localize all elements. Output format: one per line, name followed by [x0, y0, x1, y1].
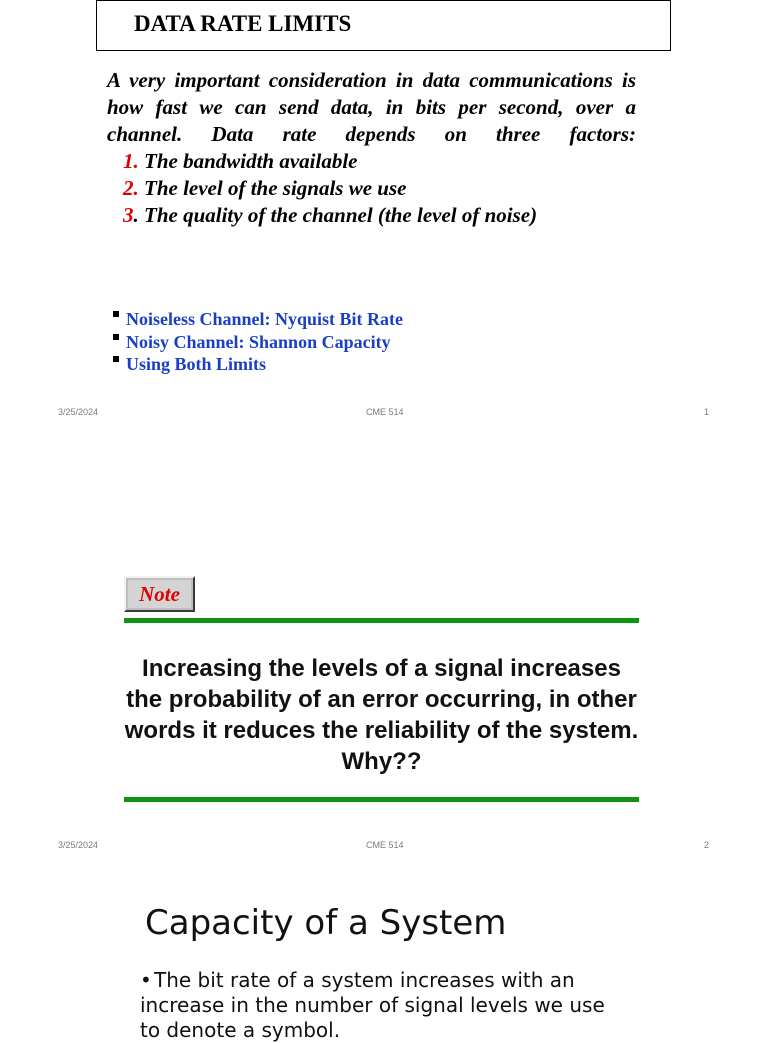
factor-number: 1.: [123, 149, 139, 173]
square-bullet-icon: [113, 311, 119, 317]
footer-course: CME 514: [366, 407, 404, 417]
topic-list-item: [113, 308, 403, 330]
slide3-bullet-text: The bit rate of a system increases with an increase in the number of signal levels we use to denote a symbol.: [140, 968, 605, 1042]
top-divider: [124, 618, 639, 623]
note-badge: [124, 576, 195, 612]
slide1-intro: A very important consideration in data communications is how fast we can send data, in bits per second, over a channel. Data rate depends on three factors:: [107, 68, 636, 146]
bottom-divider: [124, 797, 639, 802]
factor-text: . The quality of the channel (the level of noise): [133, 203, 538, 227]
square-bullet-icon: [113, 334, 119, 340]
factor-number: 3: [123, 203, 134, 227]
footer-page-number: 1: [704, 407, 710, 417]
topic-list-item: [113, 331, 391, 353]
factor-text: The bandwidth available: [138, 149, 358, 173]
slide1-title-box: [96, 0, 671, 51]
footer-date: 3/25/2024: [58, 840, 99, 850]
factor-item: [123, 175, 406, 202]
square-bullet-icon: [113, 356, 119, 362]
note-label: Note: [128, 580, 191, 608]
footer-date: 3/25/2024: [58, 407, 99, 417]
topic-label: Using Both Limits: [126, 354, 267, 374]
factor-item: [123, 202, 537, 229]
topic-label: Noisy Channel: Shannon Capacity: [126, 332, 391, 352]
footer-course: CME 514: [366, 840, 404, 850]
topic-label: Noiseless Channel: Nyquist Bit Rate: [126, 309, 404, 329]
factor-text: The level of the signals we use: [138, 176, 407, 200]
slide1-title: DATA RATE LIMITS: [134, 11, 352, 36]
factor-number: 2.: [123, 176, 139, 200]
topic-list-item: [113, 353, 266, 375]
factor-item: [123, 148, 358, 175]
note-text: Increasing the levels of a signal increases the probability of an error occurring, in other words it reduces the reliability of the system. Why??: [124, 655, 639, 775]
slide3-bullet: [140, 968, 630, 1043]
footer-page-number: 2: [704, 840, 710, 850]
slide3-title: Capacity of a System: [145, 903, 507, 943]
round-bullet-icon: •: [140, 968, 152, 992]
